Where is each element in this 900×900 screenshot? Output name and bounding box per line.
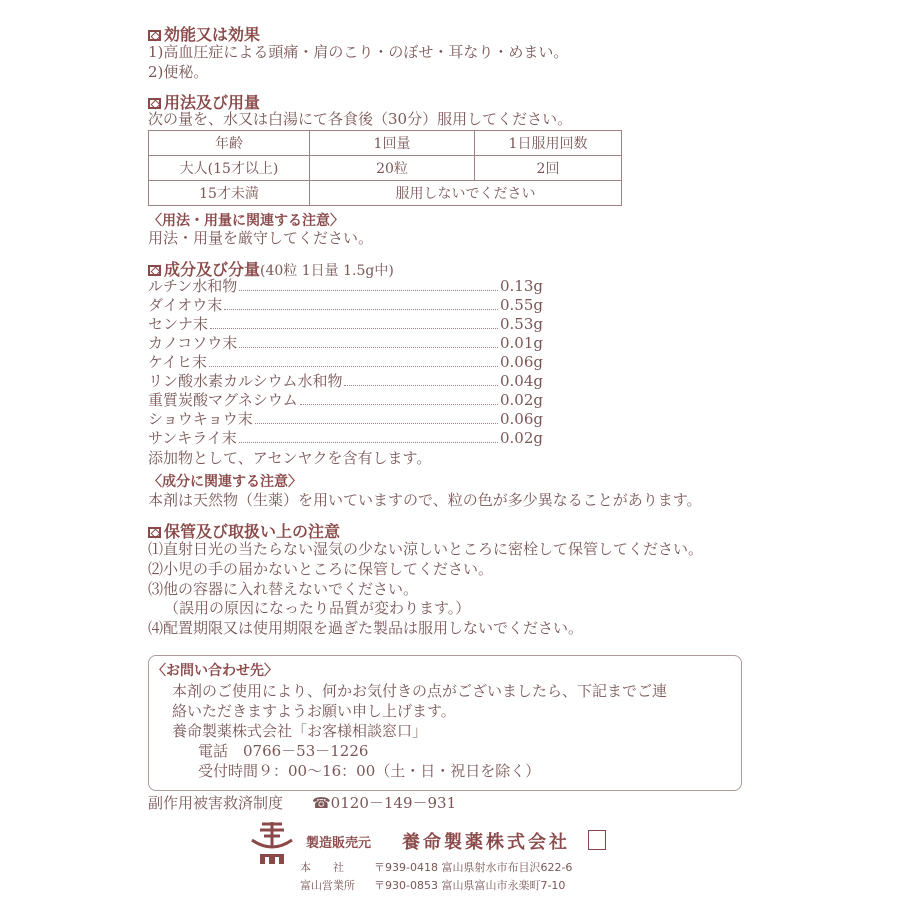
dosage-heading: 用法及び用量 (148, 90, 260, 113)
dosage-intro: 次の量を、水又は白湯にて各食後（30分）服用してください。 (148, 110, 573, 128)
section-mark-icon (148, 98, 161, 109)
leader-dots (300, 404, 498, 405)
leader-dots (239, 347, 498, 348)
company-role: 製造販売元 (306, 836, 372, 851)
efficacy-item: 2)便秘。 (148, 63, 209, 81)
ingredient-name: センナ末 (148, 315, 209, 333)
ingredient-amount: 0.55g (499, 296, 543, 314)
ingredients-note-title: 〈成分に関連する注意〉 (148, 474, 302, 490)
ingredient-row (148, 315, 543, 334)
contact-hours: 受付時間９：00～16：00（土・日・祝日を除く） (198, 762, 541, 780)
ingredient-row (148, 277, 543, 296)
ingredient-row (148, 353, 543, 372)
table-row (149, 156, 622, 181)
dosage-note: 用法・用量を厳守してください。 (148, 229, 374, 247)
contact-line: 養命製薬株式会社「お客様相談窓口」 (172, 722, 428, 740)
company-name: 養命製薬株式会社 (402, 832, 570, 853)
leader-dots (239, 290, 498, 291)
ingredient-name: ダイオウ末 (148, 296, 223, 314)
ingredient-amount: 0.06g (499, 353, 543, 371)
section-mark-icon (148, 265, 161, 276)
dosage-table (148, 130, 622, 206)
ingredients-note: 本剤は天然物（生薬）を用いていますので、粒の色が多少異なることがあります。 (148, 491, 702, 509)
storage-item: ⑷配置期限又は使用期限を過ぎた製品は服用しないでください。 (148, 619, 584, 637)
ingredient-amount: 0.02g (499, 391, 543, 409)
table-cell: 2回 (475, 156, 622, 181)
storage-item: ⑵小児の手の届かないところに保管してください。 (148, 560, 494, 578)
section-mark-icon (148, 527, 161, 538)
seal-stamp (588, 830, 606, 850)
contact-phone: 電話 0766－53－1226 (198, 742, 369, 760)
ingredient-amount: 0.06g (499, 410, 543, 428)
ingredient-name: ケイヒ末 (148, 353, 207, 371)
additive-text: 添加物として、アセンヤクを含有します。 (148, 449, 432, 467)
ingredient-name: ルチン水和物 (148, 277, 238, 295)
efficacy-item: 1)高血圧症による頭痛・肩のこり・のぼせ・耳なり・めまい。 (148, 43, 569, 61)
table-cell: 20粒 (310, 156, 475, 181)
ingredient-name: カノコソウ末 (148, 334, 238, 352)
table-cell: 大人(15才以上) (149, 156, 310, 181)
leader-dots (224, 309, 498, 310)
ingredient-name: 重質炭酸マグネシウム (148, 391, 298, 409)
ingredient-name: リン酸水素カルシウム水和物 (148, 372, 343, 390)
table-cell: 服用しないでください (310, 181, 622, 206)
storage-item: ⑴直射日光の当たらない湿気の少ない涼しいところに密栓して保管してください。 (148, 540, 704, 558)
ingredient-row (148, 372, 543, 391)
leader-dots (239, 442, 498, 443)
ingredient-name: ショウキョウ末 (148, 410, 253, 428)
ingredient-row (148, 334, 543, 353)
leader-dots (210, 328, 498, 329)
storage-heading: 保管及び取扱い上の注意 (148, 519, 340, 542)
ingredient-amount: 0.13g (499, 277, 543, 295)
storage-item: （誤用の原因になったり品質が変わります。） (164, 599, 471, 617)
ingredient-row (148, 410, 543, 429)
storage-item: ⑶他の容器に入れ替えないでください。 (148, 580, 419, 598)
contact-line: 絡いただきますようお願い申し上げます。 (172, 702, 456, 720)
office-address: 〒939-0418 富山県射水市布目沢622-6 (374, 861, 573, 874)
ingredients-heading: 成分及び分量(40粒 1日量 1.5g中) (148, 257, 394, 280)
table-header: 1回量 (310, 131, 475, 156)
table-cell: 15才未満 (149, 181, 310, 206)
dosage-note-title: 〈用法・用量に関連する注意〉 (148, 213, 344, 229)
office-label: 富山営業所 (300, 879, 355, 892)
company-logo (250, 820, 294, 868)
relief-label: 副作用被害救済制度 (148, 794, 284, 812)
leader-dots (209, 366, 498, 367)
contact-title: 〈お問い合わせ先〉 (152, 663, 278, 679)
ingredient-amount: 0.53g (499, 315, 543, 333)
ingredient-amount: 0.02g (499, 429, 543, 447)
ingredient-row (148, 296, 543, 315)
table-header: 年齢 (149, 131, 310, 156)
ingredient-amount: 0.01g (499, 334, 543, 352)
relief-phone: ☎0120－149－931 (312, 794, 457, 812)
leader-dots (344, 385, 498, 386)
office-label: 本 社 (300, 861, 344, 874)
ingredient-row (148, 429, 543, 448)
table-header: 1日服用回数 (475, 131, 622, 156)
efficacy-heading: 効能又は効果 (148, 22, 260, 45)
section-mark-icon (148, 30, 161, 41)
office-address: 〒930-0853 富山県富山市永楽町7-10 (374, 879, 566, 892)
leader-dots (255, 423, 498, 424)
ingredient-amount: 0.04g (499, 372, 543, 390)
table-row (149, 181, 622, 206)
contact-line: 本剤のご使用により、何かお気付きの点がございましたら、下記までご連 (172, 682, 668, 700)
ingredient-row (148, 391, 543, 410)
ingredient-name: サンキライ末 (148, 429, 237, 447)
